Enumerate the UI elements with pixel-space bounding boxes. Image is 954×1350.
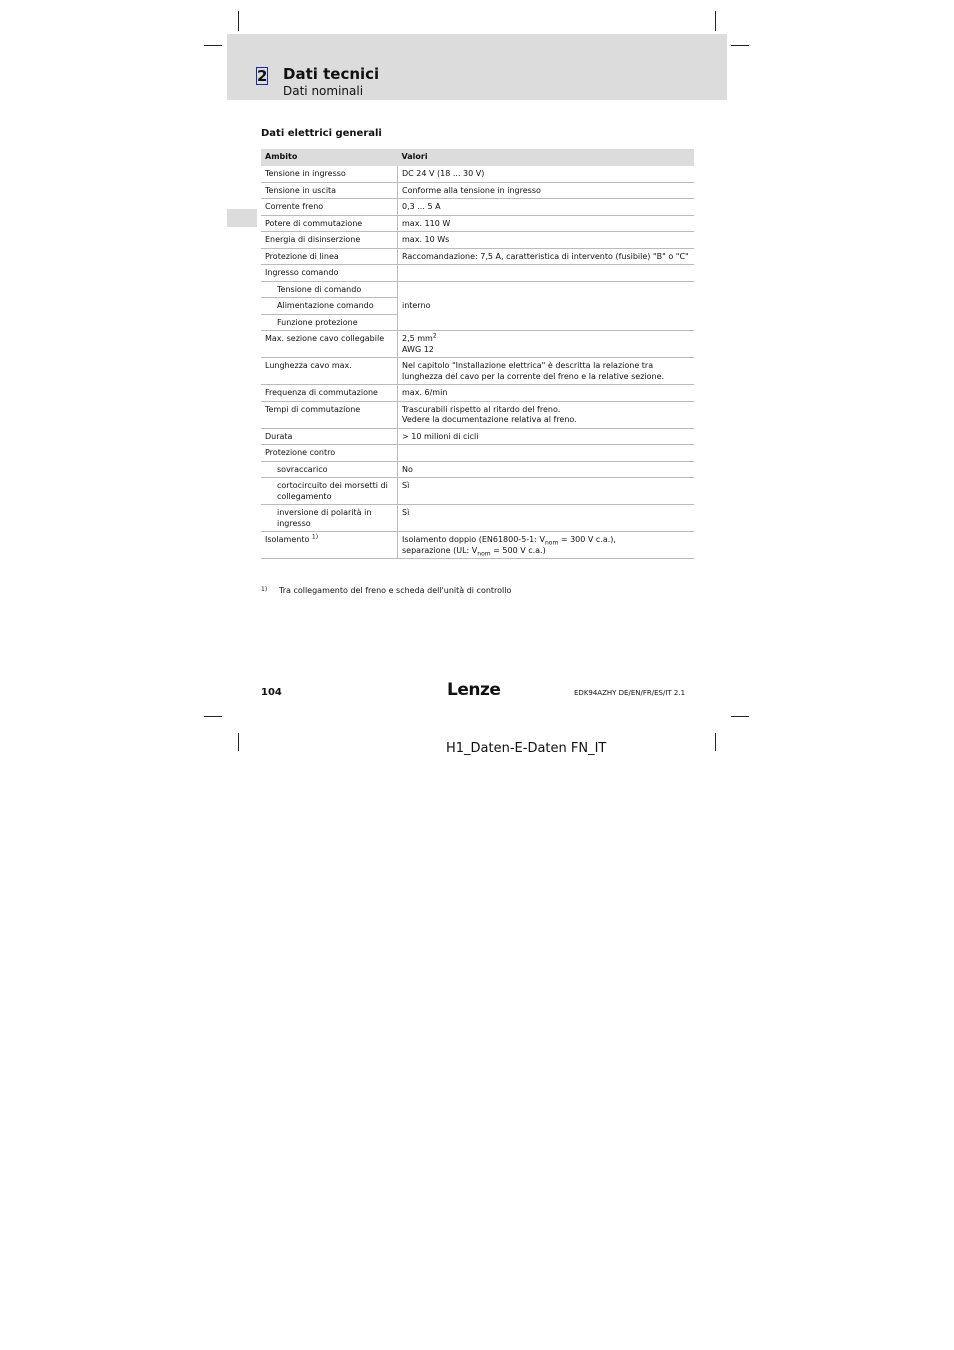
row-value: Conforme alla tensione in ingresso — [398, 182, 695, 199]
crop-mark-top-left-h — [204, 45, 222, 46]
crop-mark-top-right-h — [731, 45, 749, 46]
table-row — [261, 358, 694, 385]
table-row — [261, 248, 694, 265]
row-label: Isolamento $^{1)}$ — [261, 532, 398, 559]
page-subtitle: Dati nominali — [283, 84, 364, 98]
side-tab-marker — [227, 209, 257, 227]
chapter-number: 2 — [257, 67, 268, 85]
row-label: Protezione contro — [261, 445, 398, 462]
footnote — [261, 586, 511, 595]
table-row — [261, 331, 694, 358]
file-label: H1_Daten-E-Daten FN_IT — [446, 741, 607, 756]
table-row — [261, 199, 694, 216]
table-row — [261, 428, 694, 445]
table-row — [261, 461, 694, 478]
table-row — [261, 281, 694, 298]
row-label: Energia di disinserzione — [261, 232, 398, 249]
row-label: Corrente freno — [261, 199, 398, 216]
row-value — [398, 265, 695, 282]
row-value: Trascurabili rispetto al ritardo del freno. Vedere la documentazione relativa al freno. — [398, 401, 695, 428]
row-label: Potere di commutazione — [261, 215, 398, 232]
row-value: Isolamento doppio (EN61800-5-1: $V_{nom} = 300$ V c.a.), separazione (UL: $V_{nom} = 500$ V c.a.) — [398, 532, 695, 559]
row-value: > 10 milioni di cicli — [398, 428, 695, 445]
row-label: Alimentazione comando — [261, 298, 398, 315]
row-value — [398, 445, 695, 462]
crop-mark-bottom-left-v — [238, 733, 239, 751]
crop-mark-top-left-v — [238, 11, 239, 31]
row-label: cortocircuito dei morsetti di collegamento — [261, 478, 398, 505]
table-row — [261, 182, 694, 199]
row-label: Tempi di commutazione — [261, 401, 398, 428]
row-label: Max. sezione cavo collegabile — [261, 331, 398, 358]
table-row — [261, 532, 694, 559]
crop-mark-bottom-left-h — [204, 716, 222, 717]
table-row — [261, 385, 694, 402]
row-label: Durata — [261, 428, 398, 445]
row-value: max. 6/min — [398, 385, 695, 402]
lenze-logo: Lenze — [447, 680, 501, 700]
row-value: Nel capitolo "Installazione elettrica" è descritta la relazione tra lunghezza del cavo per la corrente del freno e la relative sezione. — [398, 358, 695, 385]
row-label: sovraccarico — [261, 461, 398, 478]
row-label: Protezione di linea — [261, 248, 398, 265]
row-label: inversione di polarità in ingresso — [261, 505, 398, 532]
table-row — [261, 401, 694, 428]
row-value: Sì — [398, 505, 695, 532]
row-label: Tensione di comando — [261, 281, 398, 298]
table-row — [261, 166, 694, 182]
row-value: max. 110 W — [398, 215, 695, 232]
row-label: Lunghezza cavo max. — [261, 358, 398, 385]
row-value: DC 24 V (18 ... 30 V) — [398, 166, 695, 182]
footnote-mark: 1) — [261, 586, 268, 593]
row-label: Tensione in uscita — [261, 182, 398, 199]
row-value: max. 10 Ws — [398, 232, 695, 249]
column-header-ambito: Ambito — [261, 149, 398, 166]
row-value: 0,3 ... 5 A — [398, 199, 695, 216]
crop-mark-bottom-right-h — [731, 716, 749, 717]
row-label: Funzione protezione — [261, 314, 398, 331]
row-label: Tensione in ingresso — [261, 166, 398, 182]
section-title: Dati elettrici generali — [261, 128, 382, 139]
column-header-valori: Valori — [398, 149, 695, 166]
table-row — [261, 232, 694, 249]
table-row — [261, 505, 694, 532]
row-value: interno — [398, 281, 695, 331]
row-value: No — [398, 461, 695, 478]
table-row — [261, 265, 694, 282]
table-row — [261, 445, 694, 462]
table-header-row — [261, 149, 694, 166]
row-value: Raccomandazione: 7,5 A, caratteristica di intervento (fusibile) "B" o "C" — [398, 248, 695, 265]
row-value: 2,5 $mm^2$ AWG 12 — [398, 331, 695, 358]
table-row — [261, 215, 694, 232]
row-label: Ingresso comando — [261, 265, 398, 282]
crop-mark-bottom-right-v — [715, 733, 716, 751]
footnote-text: Tra collegamento del freno e scheda dell'unità di controllo — [279, 586, 512, 595]
row-label: Frequenza di commutazione — [261, 385, 398, 402]
table-row — [261, 478, 694, 505]
page-title: Dati tecnici — [283, 65, 380, 83]
row-value: Sì — [398, 478, 695, 505]
spec-table — [261, 149, 694, 559]
page-number: 104 — [261, 687, 282, 698]
crop-mark-top-right-v — [715, 11, 716, 31]
document-code: EDK94AZHY DE/EN/FR/ES/IT 2.1 — [574, 689, 686, 697]
